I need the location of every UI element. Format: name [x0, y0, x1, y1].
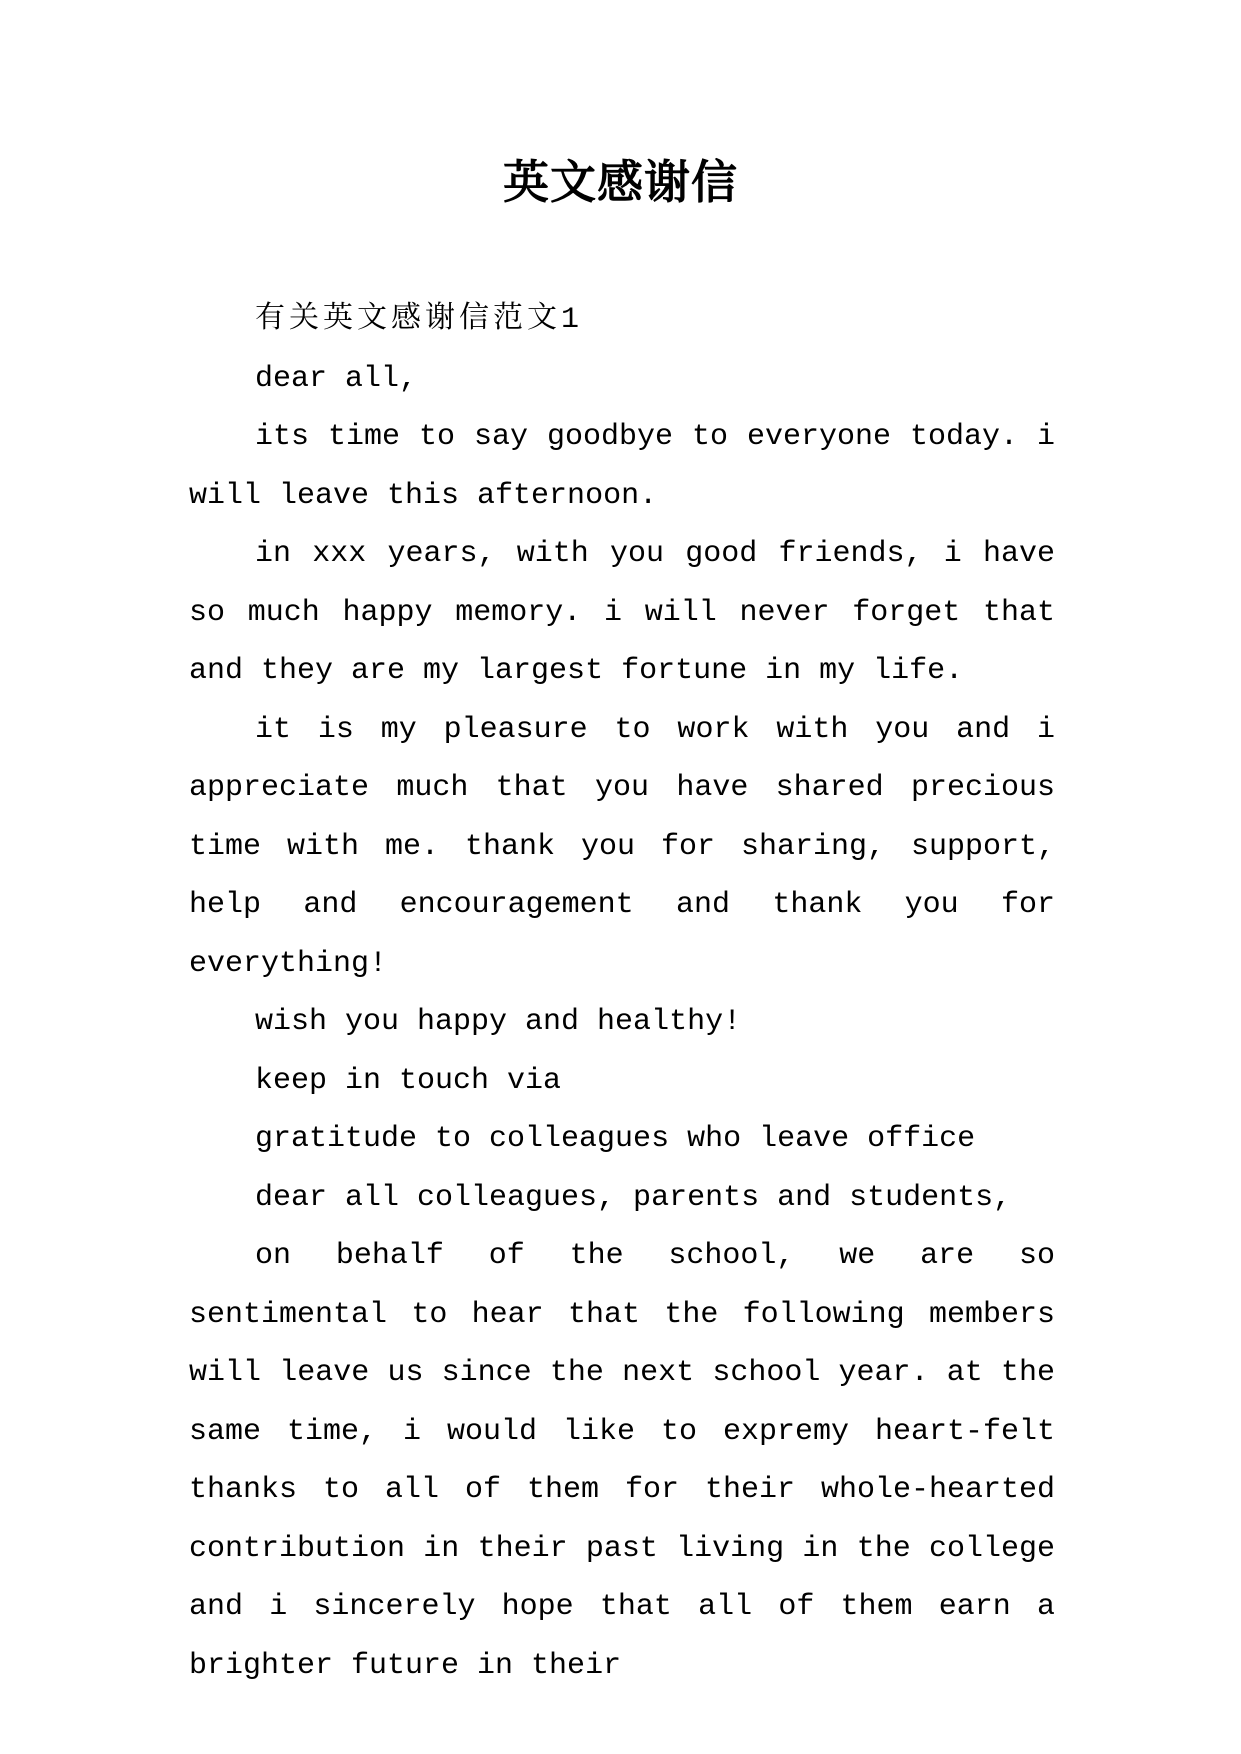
- section-heading: 有关英文感谢信范文1: [255, 303, 584, 337]
- paragraph: it is my pleasure to work with you and i appreciate much that you have shared precious time with me. thank you for sharing, support, help and encouragement and thank you for everything!: [189, 712, 1055, 981]
- paragraph: keep in touch via: [255, 1063, 562, 1098]
- salutation: dear all,: [255, 361, 418, 396]
- salutation: dear all colleagues, parents and students,: [255, 1180, 1012, 1215]
- paragraph: in xxx years, with you good friends, i have so much happy memory. i will never forget that and they are my largest fortune in my life.: [189, 537, 1055, 688]
- paragraph: wish you happy and healthy!: [255, 1005, 742, 1039]
- paragraph: on behalf of the school, we are so sentimental to hear that the following members will leave us since the next school year. at the same time, i would like to expremy heart-felt thanks to all of them for their whole-hearted contribution in their past living in the college and i sincerely hope that all of them earn a brighter future in their: [189, 1239, 1055, 1683]
- document-title: 英文感谢信: [503, 155, 738, 209]
- document-body: [189, 291, 1055, 1695]
- paragraph: its time to say goodbye to everyone today. i will leave this afternoon.: [189, 420, 1055, 513]
- paragraph: gratitude to colleagues who leave office: [255, 1122, 976, 1156]
